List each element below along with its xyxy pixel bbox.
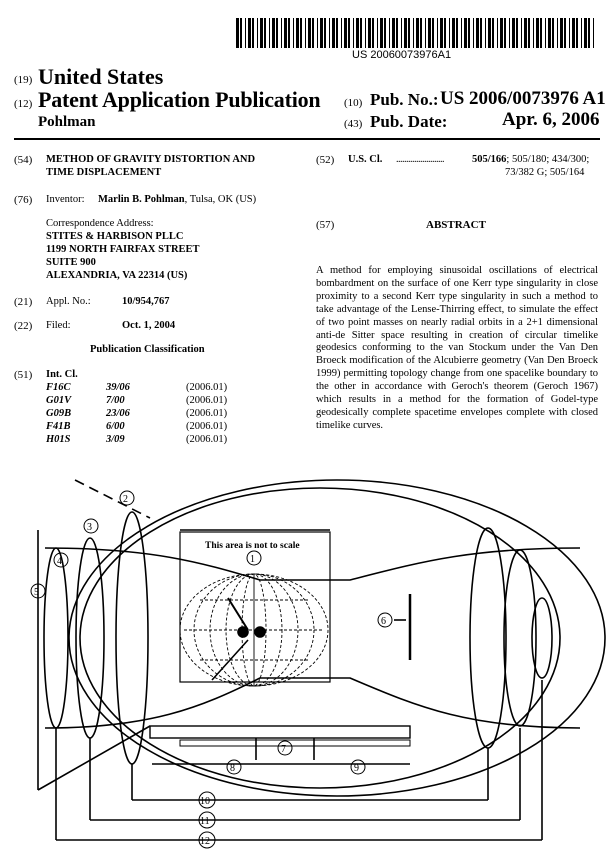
barcode-bar — [353, 18, 354, 48]
int-cl-version: 7/00 — [106, 395, 125, 406]
pub-no: US 2006/0073976 A1 — [440, 88, 606, 109]
barcode-bar — [288, 18, 290, 48]
code-22: (22) — [14, 320, 33, 332]
barcode-bar — [485, 18, 486, 48]
barcode-bar — [576, 18, 578, 48]
barcode-bar — [516, 18, 518, 48]
barcode-bar — [272, 18, 275, 48]
pointer-line — [228, 598, 248, 630]
barcode-bar — [560, 18, 563, 48]
barcode-bar — [569, 18, 570, 48]
barcode — [236, 18, 598, 48]
barcode-bar — [392, 18, 395, 48]
barcode-bar — [293, 18, 294, 48]
barcode-bar — [488, 18, 491, 48]
barcode-bar — [473, 18, 474, 48]
barcode-bar — [312, 18, 314, 48]
barcode-bar — [509, 18, 510, 48]
barcode-bar — [440, 18, 443, 48]
barcode-bar — [276, 18, 278, 48]
correspondence-line-3: SUITE 900 — [46, 257, 96, 268]
barcode-bar — [344, 18, 347, 48]
int-cl-row — [46, 382, 266, 393]
outer-ellipse — [69, 480, 605, 796]
barcode-bar — [396, 18, 398, 48]
barcode-bar — [332, 18, 335, 48]
inventor-value: Marlin B. Pohlman — [98, 194, 185, 205]
callout-7: 7 — [281, 744, 286, 755]
callout-6: 6 — [381, 616, 386, 627]
filed-label: Filed: — [46, 320, 71, 331]
dashed-line — [75, 480, 150, 518]
title-line-1: METHOD OF GRAVITY DISTORTION AND — [46, 154, 256, 165]
barcode-bar — [593, 18, 594, 48]
mass-point-left — [238, 627, 248, 637]
int-cl-version: 39/06 — [106, 382, 130, 393]
bar-7 — [180, 740, 410, 746]
int-cl-version: 6/00 — [106, 421, 125, 432]
barcode-bar — [564, 18, 566, 48]
barcode-bar — [317, 18, 318, 48]
barcode-bar — [432, 18, 434, 48]
code-76: (76) — [14, 194, 33, 206]
int-cl-row — [46, 408, 266, 419]
int-cl-code: F41B — [46, 421, 71, 432]
barcode-bar — [497, 18, 498, 48]
barcode-bar — [252, 18, 254, 48]
int-cl-row — [46, 395, 266, 406]
barcode-text: US 20060073976A1 — [352, 49, 452, 61]
header-rule — [14, 138, 600, 140]
barcode-bar — [324, 18, 326, 48]
barcode-bar — [545, 18, 546, 48]
barcode-bar — [236, 18, 239, 48]
inventor-location: , Tulsa, OK (US) — [184, 194, 257, 205]
barcode-bar — [248, 18, 251, 48]
barcode-bar — [284, 18, 287, 48]
callout-11: 11 — [200, 816, 210, 827]
pub-no-label: Pub. No.: — [370, 90, 439, 109]
barcode-bar — [416, 18, 419, 48]
barcode-bar — [356, 18, 359, 48]
ring-left-1 — [44, 548, 68, 728]
inventor-line — [98, 194, 256, 205]
barcode-bar — [512, 18, 515, 48]
barcode-bar — [336, 18, 338, 48]
barcode-bar — [548, 18, 551, 48]
us-cl-main: 505/166 — [472, 154, 507, 165]
int-cl-date: (2006.01) — [186, 408, 228, 419]
barcode-bar — [320, 18, 323, 48]
globe — [180, 574, 328, 686]
barcode-bar — [480, 18, 482, 48]
barcode-bar — [329, 18, 330, 48]
callout-2: 2 — [123, 494, 128, 505]
barcode-bar — [372, 18, 374, 48]
barcode-bar — [281, 18, 282, 48]
barcode-bar — [476, 18, 479, 48]
correspondence-line-1: STITES & HARBISON PLLC — [46, 231, 184, 242]
barcode-bar — [264, 18, 266, 48]
barcode-bar — [500, 18, 503, 48]
int-cl-version: 23/06 — [106, 408, 130, 419]
int-cl-date: (2006.01) — [186, 434, 228, 445]
callout-8: 8 — [230, 763, 235, 774]
leader-5-diagonal — [38, 726, 150, 790]
pub-date-label: Pub. Date: — [370, 112, 448, 131]
callout-1: 1 — [250, 554, 255, 565]
code-43: (43) — [344, 118, 363, 130]
mass-point-right — [255, 627, 265, 637]
int-cl-date: (2006.01) — [186, 382, 228, 393]
publication-classification-heading: Publication Classification — [90, 344, 205, 355]
code-19: (19) — [14, 74, 33, 86]
inventor-label: Inventor: — [46, 194, 85, 205]
int-cl-code: G09B — [46, 408, 72, 419]
barcode-bar — [360, 18, 362, 48]
barcode-bar — [444, 18, 446, 48]
int-cl-code: F16C — [46, 382, 71, 393]
barcode-bar — [437, 18, 438, 48]
barcode-bar — [408, 18, 410, 48]
barcode-bar — [296, 18, 299, 48]
int-cl-row — [46, 434, 266, 445]
correspondence-label: Correspondence Address: — [46, 218, 154, 229]
abstract-text: A method for employing sinusoidal oscillations of electrical bombardment on the surface of one Kerr type singularity in close proximity to a second Kerr type singularity in such a method to take advantage of the Lense-Thirring effect, to simulate the effect of two point masses on nearly radial orbits in a 2+1 dimensional anti-de Sitter space resulting in creation of circular timelike geodesics conforming to the van Stockum under the Van Den Broeck modification of the Alcubierre geometry (Van Den Broeck 1999) permitting topology change from one spacelike boundary to the other in accordance with Geroch's theorem (Geroch 1967) which results in a method for the formation of Godel-type geodesically complete spacetime envelopes complete with closed timelike curves. — [316, 265, 598, 431]
title-line-2: TIME DISPLACEMENT — [46, 167, 162, 178]
barcode-bar — [449, 18, 450, 48]
callout-5: 5 — [34, 587, 39, 598]
barcode-bar — [365, 18, 366, 48]
int-cl-row — [46, 421, 266, 432]
ring-right-1 — [470, 528, 506, 748]
pub-type: Patent Application Publication — [38, 87, 321, 112]
us-cl-line-2: 73/382 G; 505/164 — [505, 167, 585, 178]
barcode-bar — [581, 18, 582, 48]
code-52: (52) — [316, 154, 335, 166]
barcode-bar — [528, 18, 530, 48]
barcode-bar — [552, 18, 554, 48]
barcode-bar — [420, 18, 422, 48]
country: United States — [38, 64, 164, 89]
correspondence-line-2: 1199 NORTH FAIRFAX STREET — [46, 244, 200, 255]
barcode-bar — [464, 18, 467, 48]
int-cl-code: H01S — [46, 434, 71, 445]
inventor-surname: Pohlman — [38, 114, 96, 130]
callout-12: 12 — [200, 836, 210, 847]
barcode-bar — [305, 18, 306, 48]
barcode-bar — [269, 18, 270, 48]
ring-right-3 — [532, 598, 552, 678]
barcode-bar — [540, 18, 542, 48]
barcode-bar — [461, 18, 462, 48]
ring-left-3 — [116, 512, 148, 764]
int-cl-label: Int. Cl. — [46, 369, 78, 380]
barcode-bar — [492, 18, 494, 48]
code-54: (54) — [14, 154, 33, 166]
middle-ellipse — [80, 488, 560, 788]
barcode-bar — [401, 18, 402, 48]
barcode-bar — [260, 18, 263, 48]
callout-3: 3 — [87, 522, 92, 533]
appl-no-value: 10/954,767 — [122, 296, 170, 307]
barcode-bar — [557, 18, 558, 48]
patent-figure — [0, 470, 614, 864]
bar-8-9 — [150, 726, 410, 738]
us-cl-dots: ........................ — [396, 154, 444, 165]
barcode-bar — [428, 18, 431, 48]
barcode-bar — [389, 18, 390, 48]
callout-9: 9 — [354, 763, 359, 774]
code-21: (21) — [14, 296, 33, 308]
us-cl-label: U.S. Cl. — [348, 154, 383, 165]
barcode-bar — [524, 18, 527, 48]
abstract-heading: ABSTRACT — [426, 219, 486, 231]
int-cl-version: 3/09 — [106, 434, 125, 445]
barcode-bar — [257, 18, 258, 48]
scale-note: This area is not to scale — [205, 541, 300, 551]
callout-4: 4 — [57, 556, 62, 567]
int-cl-date: (2006.01) — [186, 395, 228, 406]
barcode-bar — [413, 18, 414, 48]
barcode-bar — [521, 18, 522, 48]
int-cl-date: (2006.01) — [186, 421, 228, 432]
barcode-bar — [245, 18, 246, 48]
filed-value: Oct. 1, 2004 — [122, 320, 176, 331]
barcode-bar — [348, 18, 350, 48]
barcode-bar — [456, 18, 458, 48]
barcode-bar — [377, 18, 378, 48]
barcode-bar — [452, 18, 455, 48]
code-10: (10) — [344, 97, 363, 109]
pub-date: Apr. 6, 2006 — [502, 109, 600, 130]
correspondence-line-4: ALEXANDRIA, VA 22314 (US) — [46, 270, 188, 281]
barcode-bar — [404, 18, 407, 48]
code-12: (12) — [14, 98, 33, 110]
barcode-bar — [300, 18, 302, 48]
barcode-bar — [468, 18, 470, 48]
barcode-bar — [588, 18, 590, 48]
barcode-bar — [536, 18, 539, 48]
callout-10: 10 — [200, 796, 210, 807]
us-cl-rest-1: ; 505/180; 434/300; — [506, 154, 590, 165]
barcode-bar — [533, 18, 534, 48]
appl-no-label: Appl. No.: — [46, 296, 91, 307]
code-57: (57) — [316, 219, 335, 231]
barcode-bar — [384, 18, 386, 48]
barcode-bar — [572, 18, 575, 48]
code-51: (51) — [14, 369, 33, 381]
us-cl-line-1 — [472, 154, 589, 165]
barcode-bar — [380, 18, 383, 48]
barcode-bar — [425, 18, 426, 48]
barcode-bar — [368, 18, 371, 48]
barcode-bar — [308, 18, 311, 48]
barcode-bar — [240, 18, 242, 48]
int-cl-code: G01V — [46, 395, 72, 406]
barcode-bar — [504, 18, 506, 48]
barcode-bar — [341, 18, 342, 48]
barcode-bar — [584, 18, 587, 48]
